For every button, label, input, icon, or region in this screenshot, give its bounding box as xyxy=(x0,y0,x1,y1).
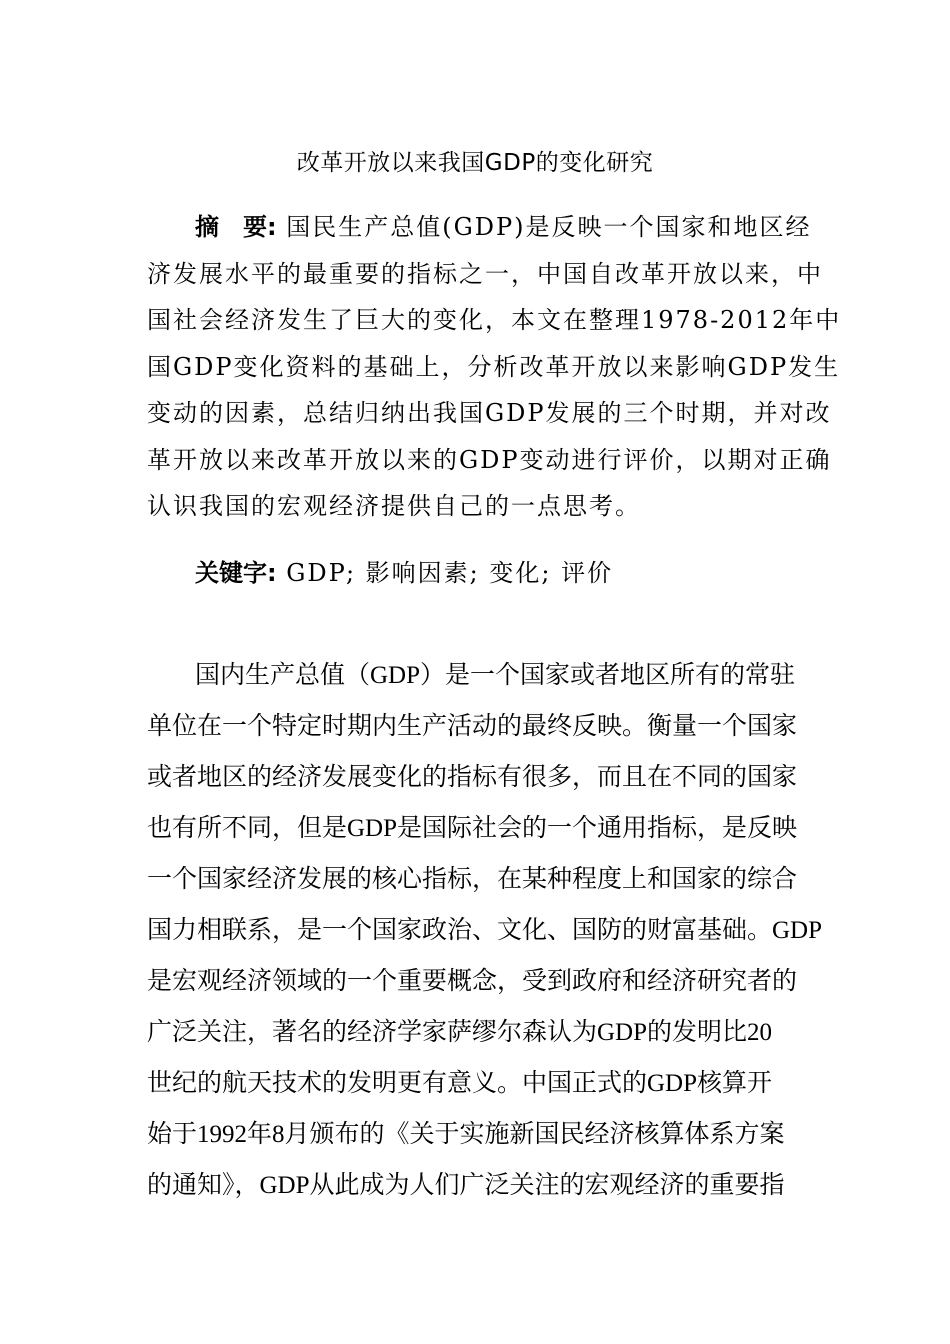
body-paragraph xyxy=(147,650,823,1211)
abstract-line: 变动的因素，总结归纳出我国GDP发展的三个时期，并对改 xyxy=(147,399,832,427)
body-line: 国力相联系，是一个国家政治、文化、国防的财富基础。GDP xyxy=(147,917,823,944)
body-line: 单位在一个特定时期内生产活动的最终反映。衡量一个国家 xyxy=(147,713,798,740)
abstract-label: 摘 要: xyxy=(195,213,277,241)
body-line-text: 国内生产总值（GDP）是一个国家或者地区所有的常驻 xyxy=(195,662,796,689)
abstract-line: 革开放以来改革开放以来的GDP变动进行评价，以期对正确 xyxy=(147,445,832,474)
body-line: 广泛关注，著名的经济学家萨缪尔森认为GDP的发明比20 xyxy=(147,1019,773,1046)
abstract xyxy=(147,204,842,530)
keywords-label: 关键字: xyxy=(195,559,277,587)
abstract-line: 济发展水平的最重要的指标之一，中国自改革开放以来，中 xyxy=(147,259,823,288)
abstract-line: 国社会经济发生了巨大的变化，本文在整理1978-2012年中 xyxy=(147,306,842,334)
abstract-line: 认识我国的宏观经济提供自己的一点思考。 xyxy=(147,492,641,520)
body-line: 始于1992年8月颁布的《关于实施新国民经济核算体系方案 xyxy=(147,1121,785,1148)
abstract-text: 国民生产总值(GDP)是反映一个国家和地区经 xyxy=(286,213,812,241)
body-line: 世纪的航天技术的发明更有意义。中国正式的GDP核算开 xyxy=(147,1070,773,1097)
document-title: 改革开放以来我国GDP的变化研究 xyxy=(296,150,654,176)
abstract-line: 国GDP变化资料的基础上，分析改革开放以来影响GDP发生 xyxy=(147,352,841,381)
keywords xyxy=(147,553,807,593)
abstract-line xyxy=(147,204,812,251)
body-line: 也有所不同，但是GDP是国际社会的一个通用指标，是反映 xyxy=(147,815,798,842)
body-line: 的通知》，GDP从此成为人们广泛关注的宏观经济的重要指 xyxy=(147,1172,785,1199)
body-line xyxy=(147,650,807,701)
body-line: 是宏观经济领域的一个重要概念，受到政府和经济研究者的 xyxy=(147,968,798,995)
body-line: 或者地区的经济发展变化的指标有很多，而且在不同的国家 xyxy=(147,764,798,791)
keywords-text: GDP; 影响因素; 变化; 评价 xyxy=(286,559,614,587)
body-line: 一个国家经济发展的核心指标，在某种程度上和国家的综合 xyxy=(147,866,798,893)
